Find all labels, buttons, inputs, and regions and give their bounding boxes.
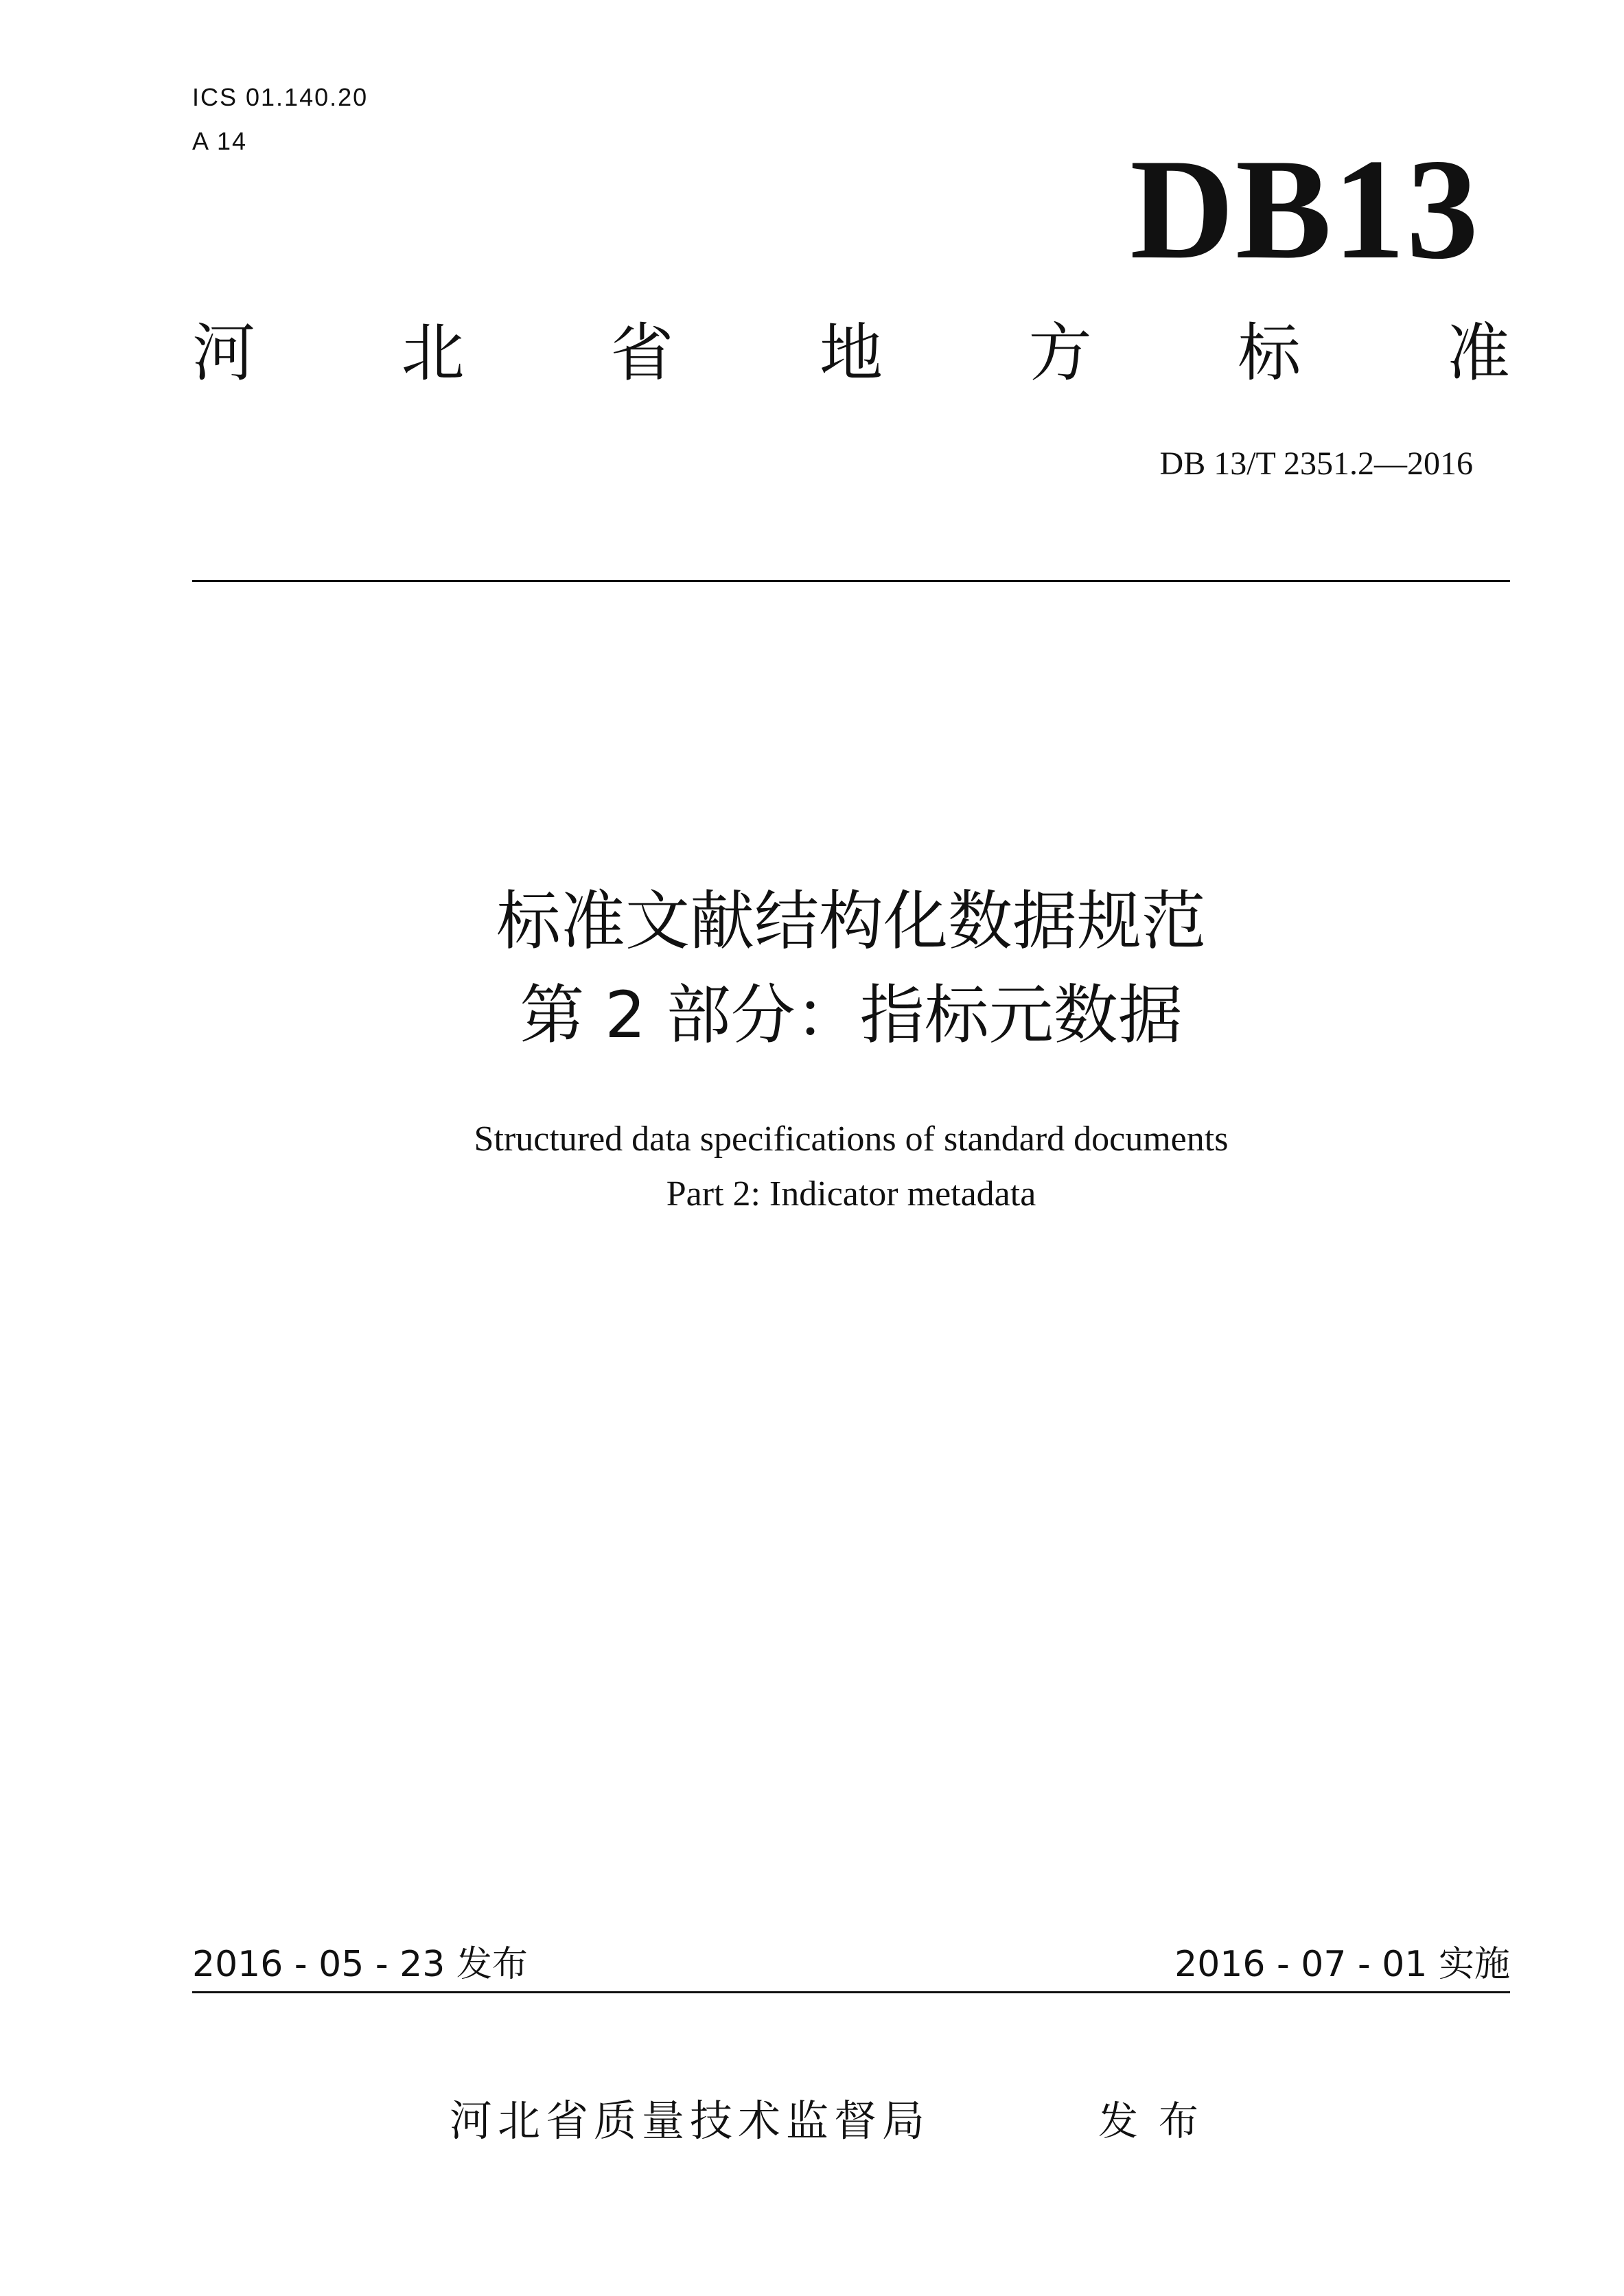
ccs-code: A 14 bbox=[192, 127, 248, 155]
standard-type-char: 河 bbox=[192, 316, 256, 390]
standard-type-char: 准 bbox=[1446, 316, 1510, 390]
standard-type-char: 省 bbox=[610, 316, 674, 390]
ics-code: ICS 01.140.20 bbox=[192, 83, 369, 111]
title-zh-line1: 标准文献结构化数据规范 bbox=[496, 884, 1206, 959]
publisher-name: 河北省质量技术监督局 bbox=[450, 2096, 931, 2146]
standard-type-char: 北 bbox=[401, 316, 465, 390]
footer-divider bbox=[192, 1991, 1510, 1993]
implementation-date: 2016 - 07 - 01 实施 bbox=[1174, 1944, 1510, 1985]
standard-type-char: 标 bbox=[1238, 316, 1301, 390]
standard-type-heading bbox=[192, 312, 1510, 395]
header-divider bbox=[192, 580, 1510, 582]
issue-date: 2016 - 05 - 23 发布 bbox=[192, 1944, 528, 1985]
db13-logo: DB13 bbox=[1130, 130, 1480, 289]
standard-type-char: 地 bbox=[819, 316, 883, 390]
publish-label: 发布 bbox=[1098, 2098, 1220, 2144]
title-en-line2: Part 2: Indicator metadata bbox=[666, 1174, 1036, 1214]
standard-type-char: 方 bbox=[1028, 316, 1092, 390]
standard-number: DB 13/T 2351.2—2016 bbox=[1159, 445, 1473, 482]
title-zh-line2: 第 2 部分：指标元数据 bbox=[520, 978, 1183, 1053]
title-en-line1: Structured data specifications of standard documents bbox=[474, 1120, 1229, 1159]
